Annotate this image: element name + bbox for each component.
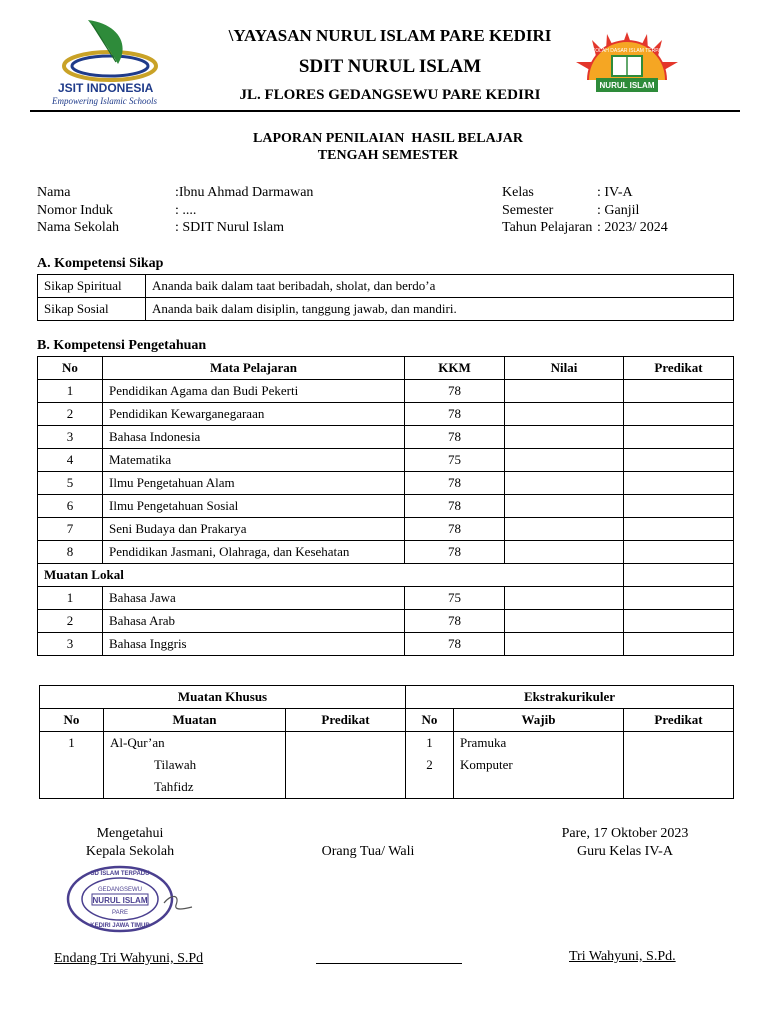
guru-kelas-name: Tri Wahyuni, S.Pd.: [569, 949, 676, 964]
row-no: 2: [38, 403, 103, 426]
row-predikat: [286, 754, 406, 776]
row-predikat: [624, 587, 734, 610]
row-mapel: Ilmu Pengetahuan Sosial: [103, 495, 405, 518]
table-row: [38, 633, 734, 656]
row-kkm: 78: [405, 380, 505, 403]
pengetahuan-table: [37, 356, 734, 656]
sikap-value: Ananda baik dalam taat beribadah, sholat, dan berdo’a: [146, 275, 734, 298]
row-kkm: 78: [405, 426, 505, 449]
table-header-row: [38, 357, 734, 380]
col-header-mapel: Mata Pelajaran: [103, 357, 405, 380]
kelas-value: : IV-A: [597, 185, 633, 200]
date-label: Pare, 17 Oktober 2023: [561, 826, 689, 841]
stamp-arc-bottom: KEDIRI JAWA TIMUR: [90, 923, 150, 929]
stamp-center-top: GEDANGSEWU: [97, 887, 143, 893]
row-predikat: [624, 732, 734, 755]
sikap-heading: A. Kompetensi Sikap: [37, 256, 164, 271]
table-row: [40, 732, 734, 755]
row-no: 3: [38, 633, 103, 656]
tahun-value: : 2023/ 2024: [597, 220, 668, 235]
row-nilai: [505, 587, 624, 610]
row-predikat: [624, 776, 734, 799]
col-header-kkm: KKM: [405, 357, 505, 380]
table-row: [40, 776, 734, 799]
table-row: [38, 518, 734, 541]
row-no: 8: [38, 541, 103, 564]
orang-tua-label: Orang Tua/ Wali: [321, 844, 415, 859]
table-row: [40, 754, 734, 776]
header-divider: [30, 110, 740, 112]
row-nilai: [505, 633, 624, 656]
school-stamp: [64, 863, 204, 935]
row-mapel: Bahasa Arab: [103, 610, 405, 633]
row-mapel: Bahasa Indonesia: [103, 426, 405, 449]
row-mapel: Bahasa Inggris: [103, 633, 405, 656]
col-header-no: No: [40, 709, 104, 732]
row-predikat: [624, 495, 734, 518]
jsit-logo-title: JSIT INDONESIA: [58, 81, 154, 95]
row-predikat: [624, 426, 734, 449]
table-row: [38, 495, 734, 518]
row-nilai: [505, 449, 624, 472]
row-nilai: [505, 610, 624, 633]
row-mapel: Pendidikan Agama dan Budi Pekerti: [103, 380, 405, 403]
stamp-center-bottom: PARE: [112, 910, 128, 916]
col-header-wajib: Wajib: [454, 709, 624, 732]
nurul-islam-logo-arc: SEKOLAH DASAR ISLAM TERPADU: [585, 48, 669, 54]
kelas-label: Kelas: [502, 185, 534, 200]
row-no: 1: [40, 732, 104, 755]
row-no: [406, 776, 454, 799]
row-predikat: [624, 472, 734, 495]
row-no: 1: [38, 587, 103, 610]
row-no: 2: [38, 610, 103, 633]
induk-value: : ....: [175, 203, 197, 218]
sekolah-value: : SDIT Nurul Islam: [175, 220, 285, 235]
table-row: [38, 275, 734, 298]
table-header-row: [40, 709, 734, 732]
row-nilai: [505, 380, 624, 403]
row-predikat: [286, 732, 406, 755]
row-predikat: [624, 380, 734, 403]
kepala-sekolah-name: Endang Tri Wahyuni, S.Pd: [54, 951, 204, 966]
foundation-name: \YAYASAN NURUL ISLAM PARE KEDIRI: [228, 26, 552, 45]
col-header-predikat: Predikat: [286, 709, 406, 732]
row-no: 3: [38, 426, 103, 449]
row-wajib: [454, 776, 624, 799]
tahun-label: Tahun Pelajaran: [502, 220, 593, 235]
row-kkm: 78: [405, 633, 505, 656]
row-muatan-sub: Tahfidz: [104, 776, 286, 799]
table-header-row: [40, 686, 734, 709]
table-row: [38, 403, 734, 426]
row-mapel: Pendidikan Kewarganegaraan: [103, 403, 405, 426]
school-address: JL. FLORES GEDANGSEWU PARE KEDIRI: [239, 87, 541, 103]
guru-kelas-label: Guru Kelas IV-A: [577, 844, 673, 859]
row-muatan: Al-Qur’an: [104, 732, 286, 755]
row-no: 4: [38, 449, 103, 472]
row-nilai: [505, 518, 624, 541]
nurul-islam-logo-name: NURUL ISLAM: [599, 81, 655, 90]
row-kkm: 78: [405, 518, 505, 541]
sikap-label: Sikap Spiritual: [38, 275, 146, 298]
nama-label: Nama: [37, 185, 71, 200]
row-nilai: [505, 426, 624, 449]
row-no: [40, 776, 104, 799]
muatan-lokal-row: [38, 564, 734, 587]
row-nilai: [505, 472, 624, 495]
row-no: 5: [38, 472, 103, 495]
col-header-muatan: Muatan: [104, 709, 286, 732]
nama-value: :Ibnu Ahmad Darmawan: [175, 185, 314, 200]
row-no: 6: [38, 495, 103, 518]
row-mapel: Pendidikan Jasmani, Olahraga, dan Kesehatan: [103, 541, 405, 564]
row-predikat: [624, 564, 734, 587]
row-kkm: 75: [405, 587, 505, 610]
school-name: SDIT NURUL ISLAM: [298, 56, 482, 77]
col-header-no: No: [38, 357, 103, 380]
row-muatan-sub: Tilawah: [104, 754, 286, 776]
row-mapel: Matematika: [103, 449, 405, 472]
table-row: [38, 298, 734, 321]
report-subtitle: TENGAH SEMESTER: [317, 148, 459, 163]
row-mapel: Bahasa Jawa: [103, 587, 405, 610]
semester-value: : Ganjil: [597, 203, 640, 218]
col-header-no: No: [406, 709, 454, 732]
row-nilai: [505, 495, 624, 518]
report-title: LAPORAN PENILAIAN HASIL BELAJAR: [253, 131, 523, 146]
jsit-logo-tagline: Empowering Islamic Schools: [52, 96, 157, 106]
sikap-label: Sikap Sosial: [38, 298, 146, 321]
row-no: 7: [38, 518, 103, 541]
row-predikat: [624, 518, 734, 541]
table-row: [38, 472, 734, 495]
row-predikat: [624, 633, 734, 656]
semester-label: Semester: [502, 203, 554, 218]
row-kkm: 78: [405, 403, 505, 426]
row-predikat: [624, 449, 734, 472]
khusus-table: [39, 685, 734, 799]
row-kkm: 78: [405, 610, 505, 633]
table-row: [38, 449, 734, 472]
table-row: [38, 380, 734, 403]
row-mapel: Ilmu Pengetahuan Alam: [103, 472, 405, 495]
table-row: [38, 541, 734, 564]
sikap-table: [37, 274, 734, 321]
pengetahuan-heading: B. Kompetensi Pengetahuan: [37, 338, 207, 353]
row-kkm: 78: [405, 541, 505, 564]
row-no: [40, 754, 104, 776]
col-header-predikat: Predikat: [624, 709, 734, 732]
row-wajib: Pramuka: [454, 732, 624, 755]
row-mapel: Seni Budaya dan Prakarya: [103, 518, 405, 541]
table-row: [38, 426, 734, 449]
muatan-lokal-label: Muatan Lokal: [38, 564, 624, 587]
kepala-sekolah-label: Kepala Sekolah: [85, 844, 175, 859]
table-row: [38, 610, 734, 633]
row-nilai: [505, 541, 624, 564]
row-predikat: [624, 610, 734, 633]
col-header-nilai: Nilai: [505, 357, 624, 380]
row-nilai: [505, 403, 624, 426]
mengetahui-label: Mengetahui: [96, 826, 164, 841]
muatan-khusus-header: Muatan Khusus: [40, 686, 406, 709]
row-kkm: 78: [405, 495, 505, 518]
row-no: 2: [406, 754, 454, 776]
sekolah-label: Nama Sekolah: [37, 220, 120, 235]
stamp-arc-top: SD ISLAM TERPADU: [90, 871, 150, 877]
jsit-logo: [48, 14, 168, 110]
row-wajib: Komputer: [454, 754, 624, 776]
row-kkm: 78: [405, 472, 505, 495]
sikap-value: Ananda baik dalam disiplin, tanggung jawab, dan mandiri.: [146, 298, 734, 321]
row-no: 1: [406, 732, 454, 755]
ekstrakurikuler-header: Ekstrakurikuler: [406, 686, 734, 709]
table-row: [38, 587, 734, 610]
stamp-center: NURUL ISLAM: [92, 896, 148, 905]
nurul-islam-logo: [572, 28, 682, 100]
orang-tua-signature-line: [316, 963, 462, 964]
row-predikat: [286, 776, 406, 799]
row-predikat: [624, 754, 734, 776]
row-predikat: [624, 403, 734, 426]
induk-label: Nomor Induk: [37, 203, 113, 218]
row-no: 1: [38, 380, 103, 403]
row-kkm: 75: [405, 449, 505, 472]
col-header-predikat: Predikat: [624, 357, 734, 380]
row-predikat: [624, 541, 734, 564]
